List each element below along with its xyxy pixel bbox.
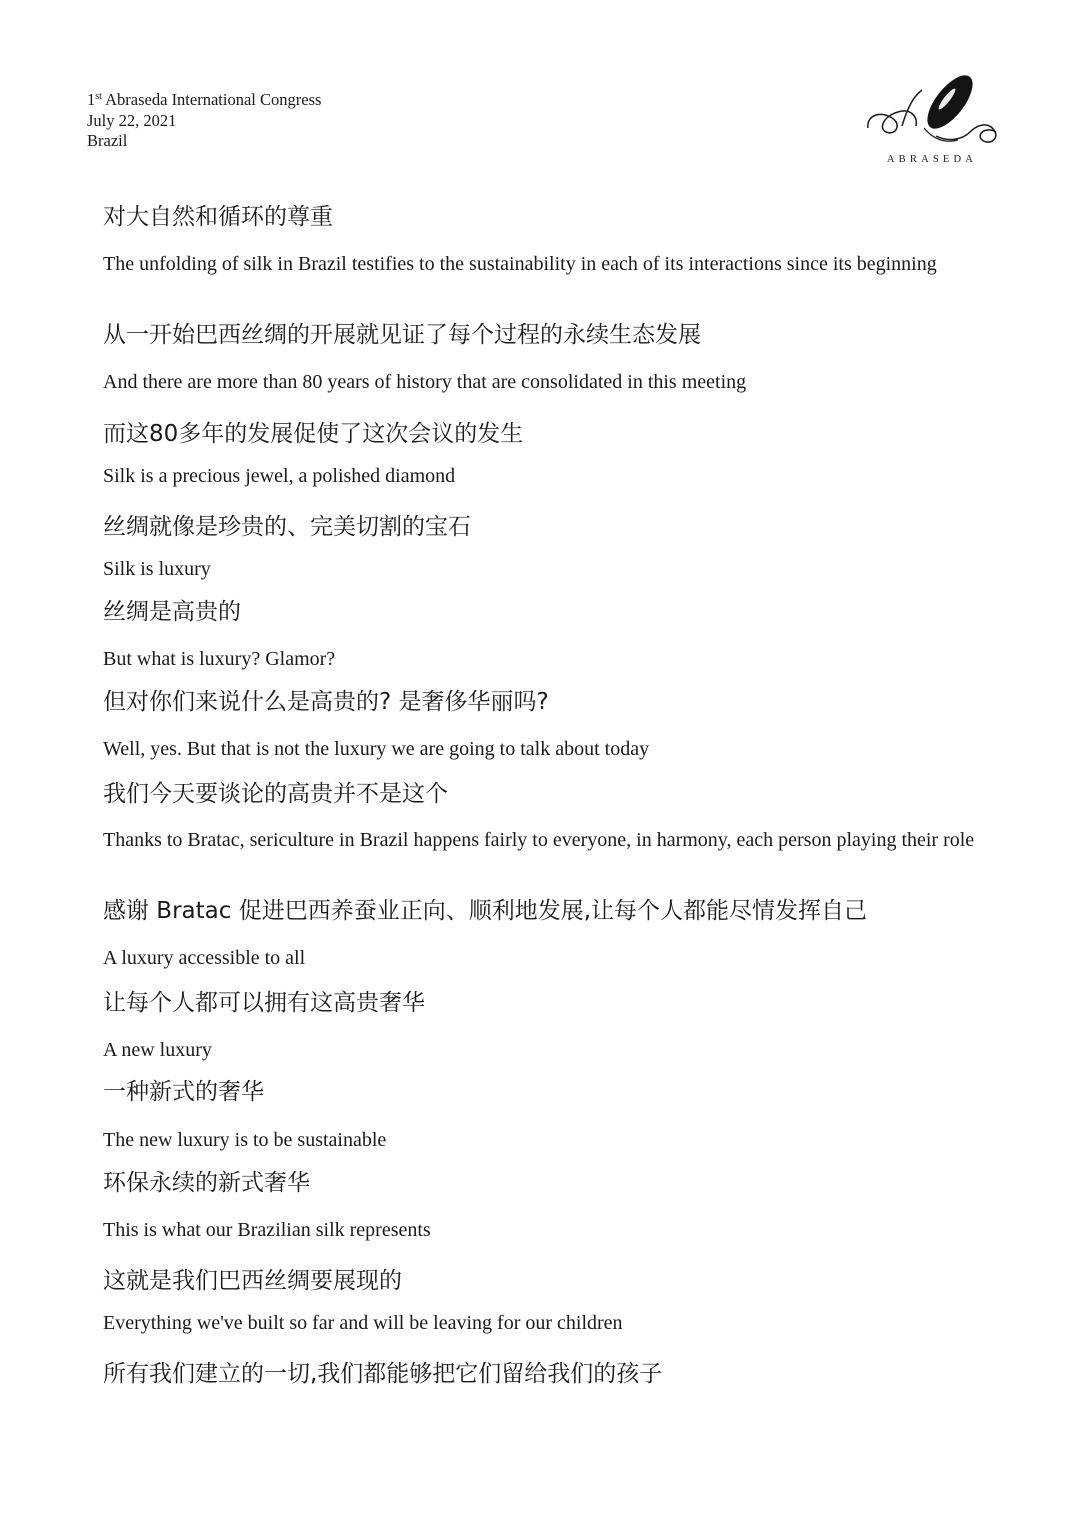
congress-ordinal: 1 [87, 90, 96, 109]
line-zh: 感谢 Bratac 促进巴西养蚕业正向、顺利地发展,让每个人都能尽情发挥自己 [103, 898, 868, 924]
congress-location: Brazil [87, 131, 128, 150]
line-zh: 让每个人都可以拥有这高贵奢华 [103, 990, 425, 1016]
line-en: A new luxury [103, 1039, 212, 1061]
line-en: And there are more than 80 years of history that are consolidated in this meeting [103, 371, 747, 393]
abraseda-wordmark: ABRASEDA [886, 154, 978, 165]
line-en: Well, yes. But that is not the luxury we are going to talk about today [103, 738, 650, 760]
line-zh: 我们今天要谈论的高贵并不是这个 [103, 781, 448, 807]
line-en: Silk is luxury [103, 558, 211, 580]
line-en: The unfolding of silk in Brazil testifies to the sustainability in each of its interactions since its beginning [103, 253, 937, 275]
abraseda-logo [862, 66, 1002, 176]
line-en: Thanks to Bratac, sericulture in Brazil happens fairly to everyone, in harmony, each person playing their role [103, 829, 975, 851]
line-zh: 而这80多年的发展促使了这次会议的发生 [103, 421, 524, 447]
line-zh: 这就是我们巴西丝绸要展现的 [103, 1268, 402, 1294]
congress-header [87, 90, 321, 152]
congress-title-line [87, 90, 321, 111]
line-zh: 环保永续的新式奢华 [103, 1170, 310, 1196]
line-en: A luxury accessible to all [103, 947, 306, 969]
line-en: This is what our Brazilian silk represents [103, 1219, 431, 1241]
line-zh: 一种新式的奢华 [103, 1079, 264, 1105]
abraseda-silk-cocoon-logo-icon [862, 66, 1002, 152]
line-zh: 但对你们来说什么是高贵的? 是奢侈华丽吗? [103, 689, 549, 715]
line-zh: 丝绸是高贵的 [103, 599, 241, 625]
line-zh: 对大自然和循环的尊重 [103, 204, 333, 230]
congress-date: July 22, 2021 [87, 110, 177, 130]
congress-ordinal-suffix: st [95, 91, 102, 102]
line-en: Everything we've built so far and will be leaving for our children [103, 1312, 623, 1334]
line-en: The new luxury is to be sustainable [103, 1129, 387, 1151]
line-en: Silk is a precious jewel, a polished diamond [103, 465, 456, 487]
line-zh: 丝绸就像是珍贵的、完美切割的宝石 [103, 514, 471, 540]
line-en: But what is luxury? Glamor? [103, 648, 336, 670]
line-zh: 从一开始巴西丝绸的开展就见证了每个过程的永续生态发展 [103, 322, 701, 348]
congress-name: Abraseda International Congress [105, 90, 322, 109]
line-zh: 所有我们建立的一切,我们都能够把它们留给我们的孩子 [103, 1361, 663, 1387]
